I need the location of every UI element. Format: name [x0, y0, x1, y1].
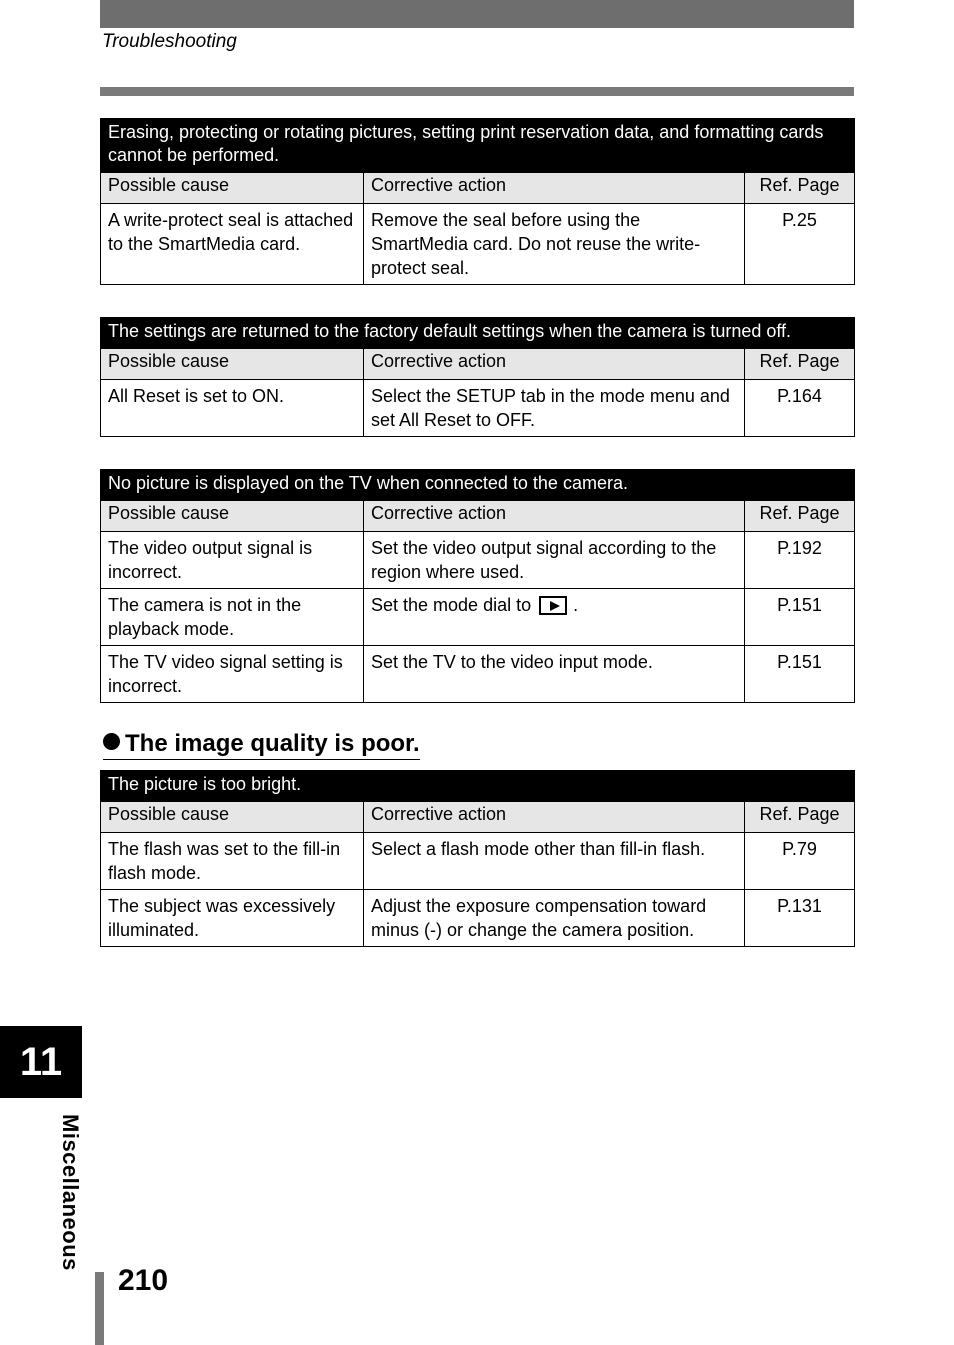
action-cell: Remove the seal before using the SmartMedia card. Do not reuse the write-protect seal.	[364, 204, 745, 285]
column-header-ref: Ref. Page	[745, 173, 855, 204]
table-row	[101, 890, 855, 947]
ref-page-cell: P.192	[745, 532, 855, 589]
playback-mode-icon	[539, 596, 567, 615]
table-title: No picture is displayed on the TV when connected to the camera.	[101, 470, 855, 501]
section-heading	[103, 730, 420, 760]
action-cell: Select the SETUP tab in the mode menu and set All Reset to OFF.	[364, 380, 745, 437]
action-text: Set the mode dial to	[371, 595, 532, 615]
column-header-action: Corrective action	[364, 501, 745, 532]
table-row	[101, 833, 855, 890]
cause-cell: The TV video signal setting is incorrect.	[101, 646, 364, 703]
ref-page-cell: P.25	[745, 204, 855, 285]
column-header-cause: Possible cause	[101, 173, 364, 204]
column-header-cause: Possible cause	[101, 501, 364, 532]
page-number-bar	[95, 1272, 104, 1345]
cause-cell: All Reset is set to ON.	[101, 380, 364, 437]
action-cell: Set the video output signal according to the region where used.	[364, 532, 745, 589]
ref-page-cell: P.79	[745, 833, 855, 890]
chapter-number: 11	[19, 1040, 63, 1084]
table-row	[101, 204, 855, 285]
chapter-tab	[0, 1026, 82, 1098]
table-row	[101, 589, 855, 646]
troubleshooting-table-4	[100, 770, 855, 947]
cause-cell: The flash was set to the fill-in flash mode.	[101, 833, 364, 890]
action-cell: Select a flash mode other than fill-in flash.	[364, 833, 745, 890]
column-header-action: Corrective action	[364, 349, 745, 380]
table-title: The picture is too bright.	[101, 771, 855, 802]
header-bar	[100, 0, 854, 28]
table-row	[101, 380, 855, 437]
action-cell: Set the TV to the video input mode.	[364, 646, 745, 703]
page-number: 210	[118, 1264, 169, 1297]
column-header-cause: Possible cause	[101, 349, 364, 380]
cause-cell: The subject was excessively illuminated.	[101, 890, 364, 947]
column-header-action: Corrective action	[364, 802, 745, 833]
table-title: Erasing, protecting or rotating pictures, setting print reservation data, and formatting cards cannot be performed.	[101, 119, 855, 173]
ref-page-cell: P.164	[745, 380, 855, 437]
header-rule	[100, 87, 854, 96]
column-header-action: Corrective action	[364, 173, 745, 204]
action-cell: Adjust the exposure compensation toward minus (-) or change the camera position.	[364, 890, 745, 947]
ref-page-cell: P.151	[745, 589, 855, 646]
cause-cell: A write-protect seal is attached to the SmartMedia card.	[101, 204, 364, 285]
bullet-icon	[103, 733, 120, 750]
ref-page-cell: P.131	[745, 890, 855, 947]
ref-page-cell: P.151	[745, 646, 855, 703]
column-header-ref: Ref. Page	[745, 501, 855, 532]
troubleshooting-table-3	[100, 469, 855, 703]
troubleshooting-table-1	[100, 118, 855, 285]
column-header-ref: Ref. Page	[745, 802, 855, 833]
cause-cell: The camera is not in the playback mode.	[101, 589, 364, 646]
table-title: The settings are returned to the factory default settings when the camera is turned off.	[101, 318, 855, 349]
action-cell	[364, 589, 745, 646]
table-row	[101, 646, 855, 703]
running-header: Troubleshooting	[102, 31, 237, 52]
section-heading-text: The image quality is poor.	[125, 730, 420, 757]
column-header-ref: Ref. Page	[745, 349, 855, 380]
troubleshooting-table-2	[100, 317, 855, 437]
action-suffix: .	[573, 595, 579, 615]
chapter-label: Miscellaneous	[58, 1114, 83, 1271]
cause-cell: The video output signal is incorrect.	[101, 532, 364, 589]
column-header-cause: Possible cause	[101, 802, 364, 833]
table-row	[101, 532, 855, 589]
